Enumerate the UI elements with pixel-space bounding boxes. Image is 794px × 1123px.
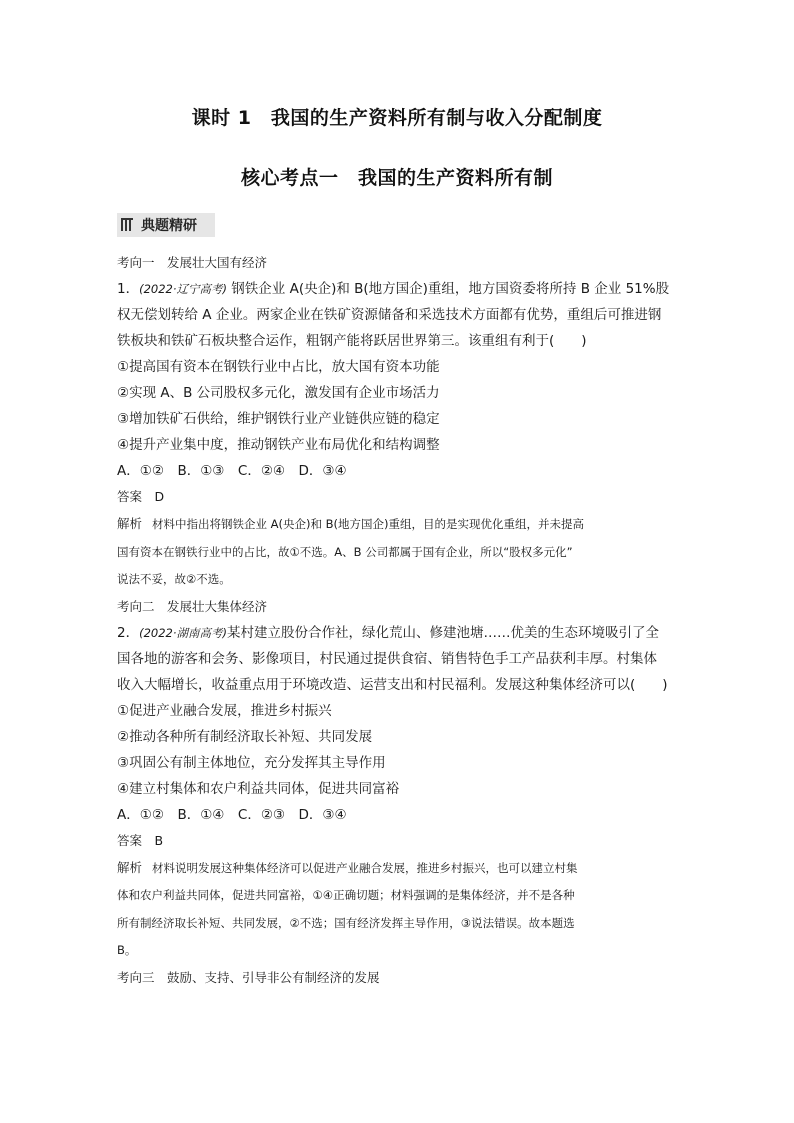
stem-text: 钢铁企业 A(央企)和 B(地方国企)重组，地方国资委将所持 B 企业 51%股 <box>227 281 670 297</box>
explanation-label: 解析 <box>117 859 143 875</box>
content-body <box>117 250 682 991</box>
question-1-stem-line-3: 铁板块和铁矿石板块整合运作，粗钢产能将跃居世界第三。该重组有利于( ) <box>117 333 587 349</box>
question-2-choices: A．①② B．①④ C．②③ D．③④ <box>117 806 347 823</box>
question-source: (2022·湖南高考) <box>139 625 227 640</box>
question-2-explanation-line-3: 所有制经济取长补短、共同发展，②不选；国有经济发挥主导作用，③说法错误。故本题选 <box>117 915 575 930</box>
question-1-choices: A．①② B．①③ C．②④ D．③④ <box>117 463 347 479</box>
question-1-option-4: ④提升产业集中度，推动钢铁产业布局优化和结构调整 <box>117 437 440 453</box>
question-1-stem-line-2: 权无偿划转给 A 企业。两家企业在铁矿资源储备和采选技术方面都有优势，重组后可推进钢 <box>117 307 662 323</box>
question-2-answer: 答案 B <box>117 832 164 848</box>
question-2-option-2: ②推动各种所有制经济取长补短、共同发展 <box>117 728 373 745</box>
question-1-answer: 答案 D <box>117 489 165 504</box>
question-1-explanation-line-1 <box>117 510 682 539</box>
question-2-stem-line-1 <box>117 620 682 646</box>
question-1-option-3: ③增加铁矿石供给，维护钢铁行业产业链供应链的稳定 <box>117 411 440 427</box>
question-2-option-4: ④建立村集体和农户利益共同体，促进共同富裕 <box>117 780 400 797</box>
direction-heading-1: 考向一 发展壮大国有经济 <box>117 255 268 270</box>
question-2-explanation-line-2: 体和农户利益共同体，促进共同富裕，①④正确切题；材料强调的是集体经济，并不是各种 <box>117 888 575 902</box>
direction-heading-2: 考向二 发展壮大集体经济 <box>117 598 268 614</box>
question-2-explanation-line-4: B。 <box>117 943 137 957</box>
question-2-stem-line-2: 国各地的游客和会务、影像项目，村民通过提供食宿、销售特色手工产品获利丰厚。村集体 <box>117 650 657 667</box>
question-1-option-1: ①提高国有资本在钢铁行业中占比，放大国有资本功能 <box>117 359 440 375</box>
explanation-text: 材料说明发展这种集体经济可以促进产业融合发展，推进乡村振兴，也可以建立村集 <box>152 860 578 875</box>
stem-text: 某村建立股份合作社，绿化荒山、修建池塘……优美的生态环境吸引了全 <box>227 624 659 641</box>
explanation-text: 材料中指出将钢铁企业 A(央企)和 B(地方国企)重组，目的是实现优化重组，并未提高 <box>152 517 585 531</box>
question-1-explanation-line-2: 国有资本在钢铁行业中的占比，故①不选。A、B 公司都属于国有企业，所以“股权多元化” <box>117 544 573 559</box>
question-2-stem-line-3: 收入大幅增长，收益重点用于环境改造、运营支出和村民福利。发展这种集体经济可以( ) <box>117 676 668 693</box>
bookmark-icon <box>121 218 135 232</box>
section-title: 核心考点一 我国的生产资料所有制 <box>240 167 553 189</box>
question-1-stem-line-1 <box>117 276 682 302</box>
question-2-option-1: ①促进产业融合发展，推进乡村振兴 <box>117 702 332 719</box>
question-2-option-3: ③巩固公有制主体地位，充分发挥其主导作用 <box>117 754 386 771</box>
section-badge <box>117 213 215 237</box>
question-1-explanation-line-3: 说法不妥，故②不选。 <box>117 572 231 586</box>
question-2-explanation-line-1 <box>117 854 682 883</box>
direction-heading-3: 考向三 鼓励、支持、引导非公有制经济的发展 <box>117 969 380 985</box>
explanation-label: 解析 <box>117 516 143 531</box>
question-source: (2022·辽宁高考) <box>139 282 227 296</box>
question-number: 1． <box>117 281 140 297</box>
badge-label: 典题精研 <box>141 218 197 234</box>
question-1-option-2: ②实现 A、B 公司股权多元化，激发国有企业市场活力 <box>117 385 440 401</box>
lesson-title: 课时 1 我国的生产资料所有制与收入分配制度 <box>191 107 603 129</box>
question-number: 2． <box>117 624 140 641</box>
